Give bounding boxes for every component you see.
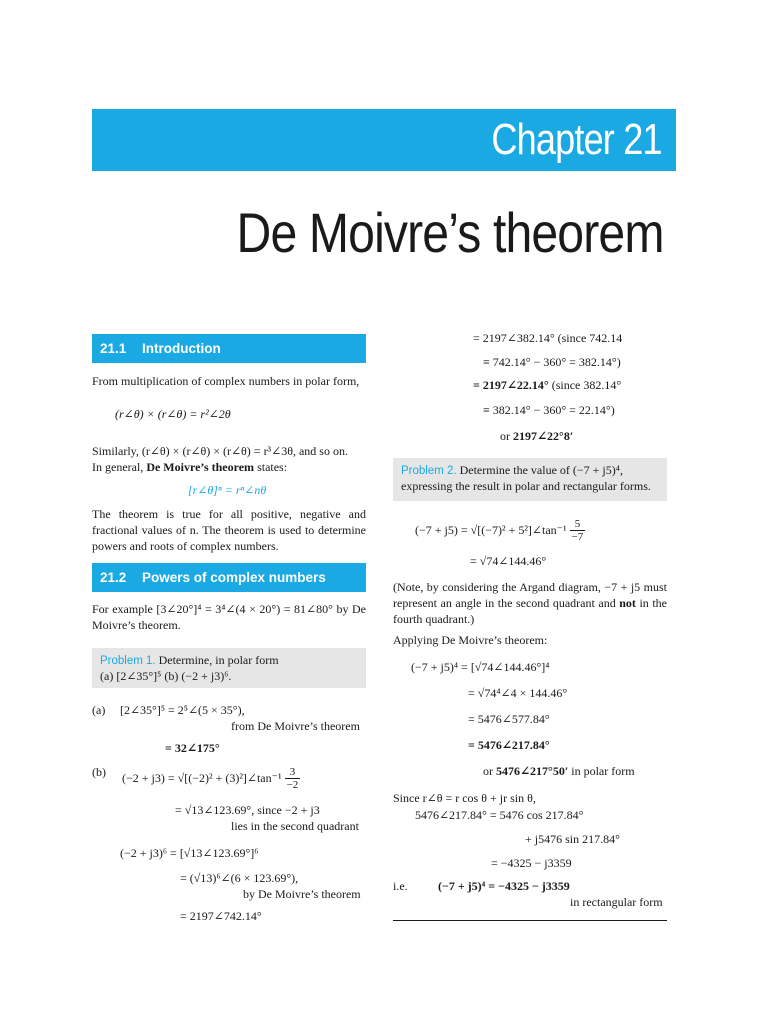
equation-multiplication: (r∠θ) × (r∠θ) = r²∠2θ bbox=[115, 407, 231, 421]
ie-label: i.e. bbox=[393, 879, 408, 893]
fraction bbox=[570, 518, 586, 543]
problem-label: Problem 1. bbox=[100, 655, 156, 667]
fraction-denominator: −7 bbox=[571, 531, 584, 543]
applying-line: Applying De Moivre’s theorem: bbox=[393, 633, 548, 647]
part-b-line7: = 2197∠742.14° bbox=[180, 909, 262, 923]
chapter-label: Chapter 21 bbox=[491, 115, 662, 164]
general-post: states: bbox=[254, 460, 288, 474]
demoivre-line5 bbox=[483, 764, 635, 779]
problem-parts: (a) [2∠35°]⁵ (b) (−2 + j3)⁶. bbox=[100, 669, 232, 683]
section-title: Powers of complex numbers bbox=[142, 570, 326, 585]
problem-text: Determine, in polar form bbox=[158, 653, 279, 667]
left-column bbox=[92, 334, 366, 363]
part-a-result: = 32∠175° bbox=[165, 741, 220, 755]
rect-line1: 5476∠217.84° = 5476 cos 217.84° bbox=[415, 808, 584, 822]
problem-text: Determine the value of (−7 + j5)⁴, bbox=[459, 463, 623, 477]
chapter-title: De Moivre’s theorem bbox=[236, 201, 664, 264]
part-a-line2: from De Moivre’s theorem bbox=[231, 719, 360, 733]
theorem-statement: [r∠θ]ⁿ = rⁿ∠nθ bbox=[188, 483, 267, 497]
note-post: in the fourth quadrant.) bbox=[393, 596, 667, 626]
problem-1-box bbox=[92, 648, 366, 688]
right-line3-bold: = 2197∠22.14° bbox=[473, 378, 549, 392]
general-pre: In general, bbox=[92, 460, 147, 474]
fraction bbox=[285, 766, 301, 791]
fraction-numerator: 5 bbox=[570, 518, 586, 531]
argand-note bbox=[393, 579, 667, 627]
section-number: 21.1 bbox=[100, 340, 127, 356]
intro-paragraph: From multiplication of complex numbers in polar form, bbox=[92, 374, 360, 388]
problem-text-2: expressing the result in polar and rectangular forms. bbox=[401, 479, 651, 493]
fraction-denominator: −2 bbox=[286, 779, 299, 791]
problem-2-eq2: = √74∠144.46° bbox=[470, 554, 547, 568]
d5-post: in polar form bbox=[568, 764, 635, 778]
right-line5-bold: 2197∠22°8′ bbox=[513, 429, 574, 443]
rect-line3: = −4325 − j3359 bbox=[491, 856, 572, 870]
general-bold: De Moivre’s theorem bbox=[146, 460, 255, 474]
demoivre-line4: = 5476∠217.84° bbox=[468, 738, 550, 752]
problem-2-box bbox=[393, 458, 667, 501]
part-b-line5: = (√13)⁶∠(6 × 123.69°), bbox=[180, 871, 299, 885]
fraction-numerator: 3 bbox=[285, 766, 301, 779]
d5-pre: or bbox=[483, 764, 496, 778]
part-a-line1: [2∠35°]⁵ = 2⁵∠(5 × 35°), bbox=[120, 703, 245, 717]
part-b-label: (b) bbox=[92, 765, 106, 779]
since-line: Since r∠θ = r cos θ + jr sin θ, bbox=[393, 791, 536, 805]
part-b-line1 bbox=[122, 766, 300, 791]
right-line5-pre: or bbox=[500, 429, 513, 443]
end-rule bbox=[393, 920, 667, 921]
section-number: 21.2 bbox=[100, 570, 127, 585]
right-line1: = 2197∠382.14° (since 742.14 bbox=[473, 331, 623, 345]
right-line3-rest: (since 382.14° bbox=[548, 378, 622, 392]
problem-label: Problem 2. bbox=[401, 465, 457, 477]
similarly-line: Similarly, (r∠θ) × (r∠θ) × (r∠θ) = r³∠3θ, and so on. bbox=[92, 444, 348, 458]
section-heading-powers bbox=[92, 563, 366, 592]
part-b-line6: by De Moivre’s theorem bbox=[243, 887, 361, 901]
rect-line2: + j5476 sin 217.84° bbox=[525, 832, 620, 846]
right-line4: ≡ 382.14° − 360° = 22.14°) bbox=[483, 403, 615, 417]
eq1-text: (−7 + j5) = √[(−7)² + 5²]∠tan⁻¹ bbox=[415, 523, 567, 537]
note-pre: (Note, by considering the Argand diagram, −7 + j5 must represent an angle in the second quadrant and bbox=[393, 580, 667, 610]
demoivre-line3: = 5476∠577.84° bbox=[468, 712, 550, 726]
right-line3 bbox=[473, 378, 621, 393]
problem-2-eq1 bbox=[415, 518, 585, 543]
part-b-line3: lies in the second quadrant bbox=[231, 819, 359, 833]
part-a-label: (a) bbox=[92, 703, 106, 717]
right-line2: ≡ 742.14° − 360° = 382.14°) bbox=[483, 355, 621, 369]
example-paragraph: For example [3∠20°]⁴ = 3⁴∠(4 × 20°) = 81∠80° by De Moivre’s theorem. bbox=[92, 602, 366, 632]
rect-form-label: in rectangular form bbox=[570, 895, 663, 909]
demoivre-line1: (−7 + j5)⁴ = [√74∠144.46°]⁴ bbox=[411, 660, 550, 674]
note-bold: not bbox=[619, 596, 636, 610]
demoivre-line2: = √74⁴∠4 × 144.46° bbox=[468, 686, 568, 700]
part-b-line4: (−2 + j3)⁶ = [√13∠123.69°]⁶ bbox=[120, 846, 259, 860]
general-line bbox=[92, 460, 287, 475]
right-line5 bbox=[500, 429, 573, 444]
final-result: (−7 + j5)⁴ = −4325 − j3359 bbox=[438, 879, 570, 893]
section-heading-introduction bbox=[92, 334, 366, 363]
section-title: Introduction bbox=[142, 340, 221, 356]
part-b-line2: = √13∠123.69°, since −2 + j3 bbox=[175, 803, 320, 817]
d5-bold: 5476∠217°50′ bbox=[496, 764, 569, 778]
part-b-line1-text: (−2 + j3) = √[(−2)² + (3)²]∠tan⁻¹ bbox=[122, 771, 282, 785]
chapter-banner bbox=[92, 109, 676, 171]
theorem-paragraph: The theorem is true for all positive, negative and fractional values of n. The theorem is used to determine powers and roots of complex numbers. bbox=[92, 507, 366, 553]
